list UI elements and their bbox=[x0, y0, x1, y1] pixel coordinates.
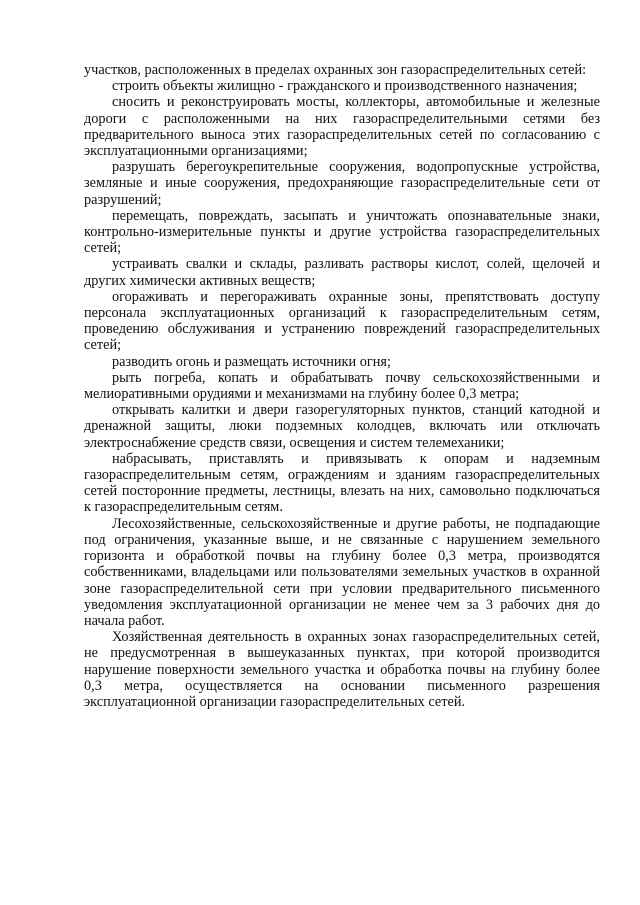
paragraph-item-attach: набрасывать, приставлять и привязывать к опорам и надземным газораспределительным сетям, ограждениям и зданиям газораспределительных сетей посторонние предметы, лестницы, влезать на них, самовольно подключаться к газораспределительным сетям. bbox=[84, 450, 600, 516]
paragraph-item-demolish: сносить и реконструировать мосты, коллекторы, автомобильные и железные дороги с расположенными на них газораспределительными сетями без предварительного выноса этих газораспределительных сетей по согласованию с эксплуатационными организациями; bbox=[84, 94, 600, 160]
paragraph-item-dumps: устраивать свалки и склады, разливать растворы кислот, солей, щелочей и других химически активных веществ; bbox=[84, 256, 600, 289]
paragraph-item-digging: рыть погреба, копать и обрабатывать почву сельскохозяйственными и мелиоративными орудиями и механизмами на глубину более 0,3 метра; bbox=[84, 369, 600, 403]
paragraph-item-move-signs: перемещать, повреждать, засыпать и уничтожать опознавательные знаки, контрольно-измерительные пункты и другие устройства газораспределительных сетей; bbox=[84, 207, 600, 257]
paragraph-item-destroy-structures: разрушать берегоукрепительные сооружения, водопропускные устройства, земляные и иные сооружения, предохраняющие газораспределительные сети от разрушений; bbox=[84, 159, 600, 208]
paragraph-intro: участков, расположенных в пределах охранных зон газораспределительных сетей: bbox=[84, 62, 587, 78]
paragraph-item-fire: разводить огонь и размещать источники огня; bbox=[112, 353, 391, 370]
paragraph-forestry-works: Лесохозяйственные, сельскохозяйственные и другие работы, не подпадающие под ограничения, указанные выше, и не связанные с нарушением земельного горизонта и обработкой почвы на глубину более 0,3 метра, производятся собственниками, владельцами или пользователями земельных участков в охранной зоне газораспределительной сети при условии предварительного письменного уведомления эксплуатационной организации не менее чем за 3 рабочих дня до начала работ. bbox=[84, 515, 600, 629]
document-body bbox=[84, 62, 600, 710]
paragraph-item-fence: огораживать и перегораживать охранные зоны, препятствовать доступу персонала эксплуатационных организаций к газораспределительным сетям, проведению обслуживания и устранению повреждений газораспределительных сетей; bbox=[84, 288, 600, 354]
paragraph-item-doors: открывать калитки и двери газорегуляторных пунктов, станций катодной и дренажной защиты, люки подземных колодцев, включать или отключать электроснабжение средств связи, освещения и систем телемеханики; bbox=[84, 402, 600, 451]
paragraph-item-build: строить объекты жилищно - гражданского и производственного назначения; bbox=[112, 78, 578, 95]
paragraph-economic-activity: Хозяйственная деятельность в охранных зонах газораспределительных сетей, не предусмотренная в вышеуказанных пунктах, при которой производится нарушение поверхности земельного участка и обработка почвы на глубину более 0,3 метра, осуществляется на основании письменного разрешения эксплуатационной организации газораспределительных сетей. bbox=[84, 629, 600, 710]
